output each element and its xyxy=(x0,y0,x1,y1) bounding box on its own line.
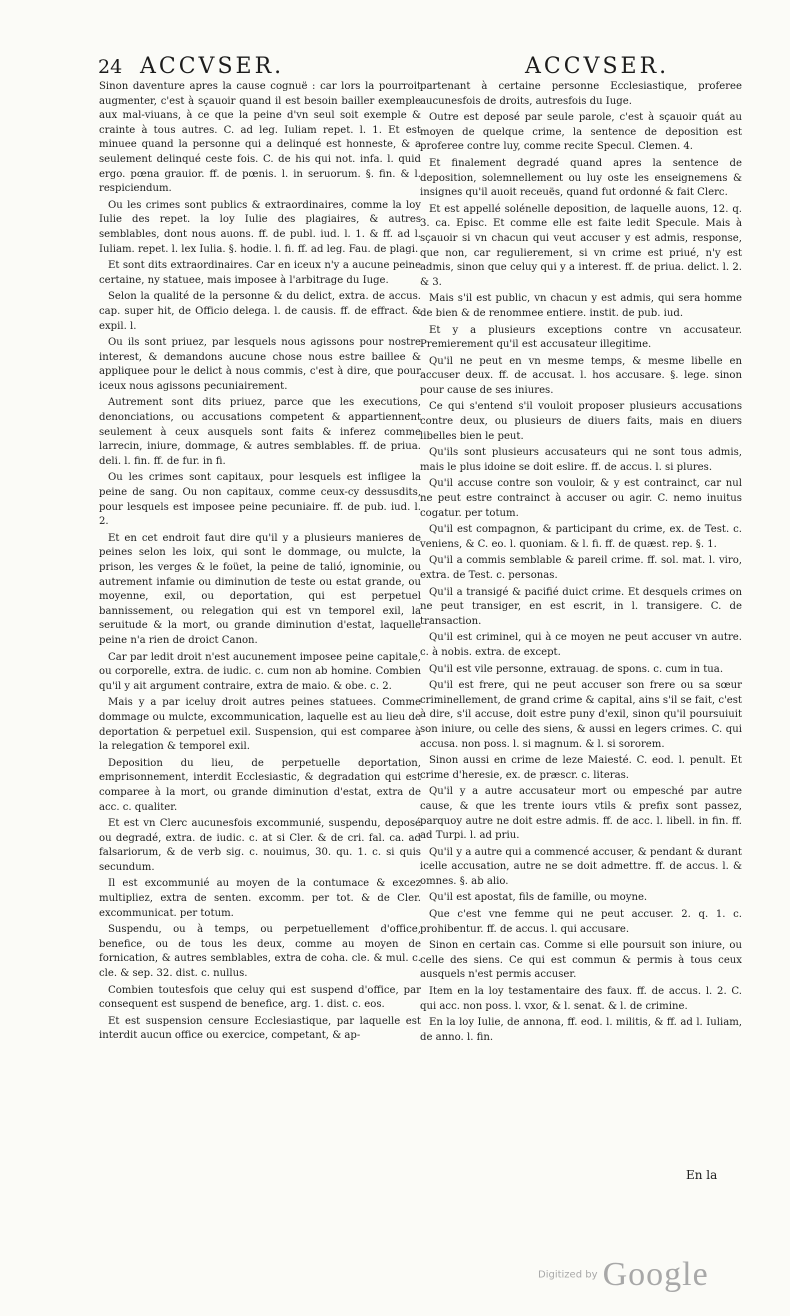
paragraph: Deposition du lieu, de perpetuelle deportation, emprisonnement, interdit Ecclesiastic, & degradation qui est comparee à la mort, ou grande diminution d'estat, extra de acc. c. qualiter. xyxy=(99,757,421,813)
paragraph: Et est suspension censure Ecclesiastique, par laquelle est interdit aucun office ou exercice, competant, & ap- xyxy=(99,1015,421,1042)
paragraph: Et sont dits extraordinaires. Car en iceux n'y a aucune peine certaine, ny statuee, mais imposee à l'arbitrage du Iuge. xyxy=(99,260,421,286)
paragraph: Qu'il est criminel, qui à ce moyen ne peut accuser vn autre. c. à nobis. extra. de except. xyxy=(420,632,742,658)
paragraph: Sinon daventure apres la cause cognuë : car lors la pourroit augmenter, c'est à sçauoir quand il est besoin bailler exemple aux mal-viuans, à ce que la peine d'vn seul soit exemple & crainte à tous autres. C. ad leg. Iuliam repet. l. 1. Et est minuee quand la personne qui a delinqué est honneste, & a seulement delinqué ceste fois. C. de his qui not. infa. l. quid ergo. pœna grauior. ff. de pœnis. l. in seruorum. §. fin. & l. respiciendum. xyxy=(99,81,421,195)
running-head-left: ACCVSER. xyxy=(140,54,285,79)
paragraph: Ou ils sont priuez, par lesquels nous agissons pour nostre interest, & demandons aucune chose nous estre baillee & appliquee pour le delict à nous commis, c'est à dire, que pour iceux nous agissons pecuniairement. xyxy=(99,337,421,392)
paragraph: partenant à certaine personne Ecclesiastique, proferee aucunesfois de droits, autresfois du Iuge. xyxy=(420,81,742,107)
paragraph: En la loy Iulie, de annona, ff. eod. l. militis, & ff. ad l. Iuliam, de anno. l. fin. xyxy=(420,1017,742,1043)
paragraph: Sinon aussi en crime de leze Maiesté. C. eod. l. penult. Et crime d'heresie, ex. de præscr. c. literas. xyxy=(420,755,742,781)
paragraph: Et en cet endroit faut dire qu'il y a plusieurs manieres de peines selon les loix, qui sont le dommage, ou mulcte, la prison, les verges & le foüet, la peine de talió, ignominie, ou autrement infamie ou diminution de teste ou estat grande, ou moyenne, exil, ou deportation, qui est perpetuel bannissement, ou relegation qui est vn temporel exil, la seruitude & la mort, ou grande diminution d'estat, laquelle peine n'a rien de droict Canon. xyxy=(99,532,421,646)
paragraph: Qu'il est frere, qui ne peut accuser son frere ou sa sœur criminellement, de grand crime & capital, ains s'il se fait, c'est à dire, s'il accuse, doit estre puny d'exil, sinon qu'il poursuiuit son iniure, ou celle des siens, & aussi en legers crimes. C. qui accusa. non poss. l. si magnum. & l. si sororem. xyxy=(420,680,742,750)
paragraph: Autrement sont dits priuez, parce que les executions, denonciations, ou accusations competent & appartiennent seulement à ceux ausquels sont faits & inferez comme larrecin, iniure, dommage, & autres semblables. ff. de priua. deli. l. fin. ff. de fur. in fi. xyxy=(99,397,421,467)
paragraph: Suspendu, ou à temps, ou perpetuellement d'office, benefice, ou de tous les deux, comme au moyen de fornication, & autres semblables, extra de coha. cle. & mul. c. cle. & sep. 32. dist. c. nullus. xyxy=(99,924,421,980)
paragraph: Que c'est vne femme qui ne peut accuser. 2. q. 1. c. prohibentur. ff. de accus. l. qui accusare. xyxy=(420,909,742,935)
paragraph: Qu'il a commis semblable & pareil crime. ff. sol. mat. l. viro, extra. de Test. c. personas. xyxy=(420,555,742,581)
paragraph: Combien toutesfois que celuy qui est suspend d'office, par consequent est suspend de benefice, arg. 1. dist. c. eos. xyxy=(99,984,421,1011)
paragraph: Et finalement degradé quand apres la sentence de deposition, solemnellement ou luy oste les enseignemens & insignes qu'il auoit receuës, quand fut ordonné & fait Clerc. xyxy=(420,157,742,199)
paragraph: Qu'il y a autre qui a commencé accuser, & pendant & durant icelle accusation, autre ne se doit admettre. ff. de accus. l. & omnes. §. ab alio. xyxy=(420,846,742,887)
google-logo: Google xyxy=(602,1256,709,1293)
paragraph: Qu'il accuse contre son vouloir, & y est contrainct, car nul ne peut estre contrainct à accuser ou agir. C. nemo inuitus cogatur. per totum. xyxy=(420,478,742,519)
paragraph: Outre est deposé par seule parole, c'est à sçauoir quát au moyen de quelque crime, la sentence de deposition est proferee contre luy, comme recite Specul. Clemen. 4. xyxy=(420,112,742,153)
paragraph: Qu'ils sont plusieurs accusateurs qui ne sont tous admis, mais le plus idoine se doit eslire. ff. de accus. l. si plures. xyxy=(420,447,742,473)
right-column xyxy=(420,80,742,1047)
paragraph: Qu'il est compagnon, & participant du crime, ex. de Test. c. veniens, & C. eo. l. quoniam. & l. fi. ff. de quæst. rep. §. 1. xyxy=(420,524,742,550)
paragraph: Car par ledit droit n'est aucunement imposee peine capitale, ou corporelle, extra. de iudic. c. cum non ab homine. Combien qu'il y ait argument contraire, extra de maio. & obe. c. 2. xyxy=(99,651,421,692)
running-head-right: ACCVSER. xyxy=(525,54,670,79)
catchword: En la xyxy=(686,1168,718,1182)
paragraph: Et est appellé solénelle deposition, de laquelle auons, 12. q. 3. ca. Episc. Et comme elle est faite ledit Specule. Mais à sçauoir si vn chacun qui veut accuser y est admis, response, que non, car regulierement, si vn crime est priué, n'y est admis, sinon que celuy qui y a interest. ff. de priua. delict. l. 2. & 3. xyxy=(420,203,742,288)
paragraph: Et est vn Clerc aucunesfois excommunié, suspendu, deposé ou degradé, extra. de iudic. c. at si Cler. & de cri. fal. ca. ad falsariorum, & de verb sig. c. nouimus, 30. qu. 1. c. si quis secundum. xyxy=(99,818,421,873)
paragraph: Item en la loy testamentaire des faux. ff. de accus. l. 2. C. qui acc. non poss. l. vxor, & l. senat. & l. de crimine. xyxy=(420,986,742,1012)
paragraph: Mais y a par iceluy droit autres peines statuees. Comme dommage ou mulcte, excommunication, laquelle est au lieu de deportation & perpetuel exil. Suspension, qui est comparee à la relegation & temporel exil. xyxy=(99,697,421,753)
paragraph: Selon la qualité de la personne & du delict, extra. de accus. cap. super hit, de Officio delega. l. de causis. ff. de effract. & expil. l. xyxy=(99,291,421,332)
left-column xyxy=(99,80,421,1046)
paragraph: Qu'il y a autre accusateur mort ou empesché par autre cause, & que les trente iours vtils & prefix sont passez, parquoy autre ne doit estre admis. ff. de acc. l. libell. in fin. ff. ad Turpi. l. ad priu. xyxy=(420,786,742,842)
paragraph: Mais s'il est public, vn chacun y est admis, qui sera homme de bien & de renommee entiere. instit. de pub. iud. xyxy=(420,293,742,319)
paragraph: Qu'il ne peut en vn mesme temps, & mesme libelle en accuser deux. ff. de accusat. l. hos accusare. §. lege. sinon pour cause de ses iniures. xyxy=(420,355,742,396)
page-number: 24 xyxy=(98,56,123,78)
paragraph: Qu'il est apostat, fils de famille, ou moyne. xyxy=(429,892,648,904)
paragraph: Ou les crimes sont capitaux, pour lesquels est infligee la peine de sang. Ou non capitaux, comme ceux-cy dessusdits, pour lesquels est imposee peine pecuniaire. ff. de pub. iud. l. 2. xyxy=(99,472,421,528)
paragraph: Ce qui s'entend s'il vouloit proposer plusieurs accusations contre deux, ou plusieurs de diuers faits, mais en diuers libelles bien le peut. xyxy=(420,401,742,442)
watermark-prefix: Digitized by xyxy=(538,1269,598,1281)
paragraph: Ou les crimes sont publics & extraordinaires, comme la loy Iulie des repet. la loy Iulie des plagiaires, & autres semblables, dont nous auons. ff. de publ. iud. l. 1. & ff. ad l. Iuliam. repet. l. lex Iulia. §. hodie. l. fi. ff. ad leg. Fau. de plagi. xyxy=(99,199,421,255)
paragraph: Qu'il a transigé & pacifié duict crime. Et desquels crimes on ne peut transiger, en est escrit, in l. transigere. C. de transaction. xyxy=(420,586,742,627)
paragraph: Qu'il est vile personne, extrauag. de spons. c. cum in tua. xyxy=(429,663,724,675)
digitized-watermark xyxy=(538,1256,709,1294)
paragraph: Et y a plusieurs exceptions contre vn accusateur. Premierement qu'il est accusateur illegitime. xyxy=(420,324,742,351)
paragraph: Sinon en certain cas. Comme si elle poursuit son iniure, ou celle des siens. Ce qui est commun & permis à tous ceux ausquels n'est permis accuser. xyxy=(420,940,742,981)
paragraph: Il est excommunié au moyen de la contumace & excez multipliez, extra de senten. excomm. per tot. & de Cler. excommunicat. per totum. xyxy=(99,878,421,919)
